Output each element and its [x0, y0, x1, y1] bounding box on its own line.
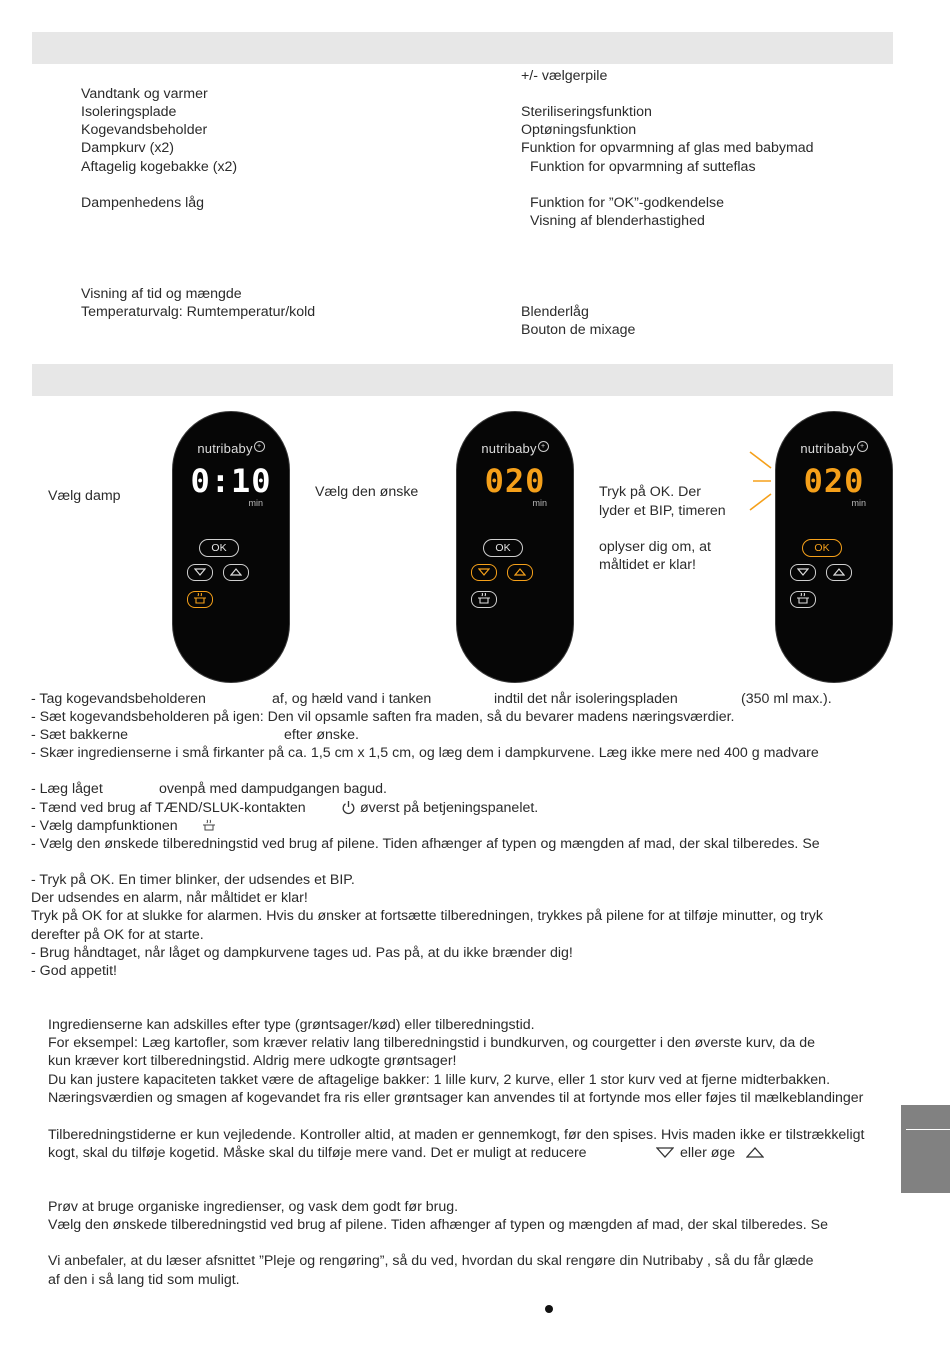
instruction-line: - Tænd ved brug af TÆND/SLUK-kontakten	[31, 800, 306, 816]
part-label: Aftagelig kogebakke (x2)	[81, 159, 238, 175]
brand-logo: nutribaby +	[173, 441, 289, 456]
tip-line: kun kræver kort tilberedningstid. Aldrig mere udkogte grøntsager!	[48, 1053, 457, 1069]
part-label: Dampenhedens låg	[81, 195, 205, 211]
instruction-line: - Sæt bakkerne	[31, 727, 128, 743]
part-label: Steriliseringsfunktion	[521, 104, 652, 120]
down-arrow-icon[interactable]	[790, 564, 816, 581]
part-label: Funktion for opvarmning af glas med babymad	[521, 140, 814, 156]
steam-pot-icon[interactable]	[790, 591, 816, 608]
instruction-line: - Læg låget	[31, 781, 103, 797]
unit-label: min	[532, 498, 547, 508]
unit-label: min	[248, 498, 263, 508]
tip-line: Prøv at bruge organiske ingredienser, og vask dem godt før brug.	[48, 1199, 459, 1215]
instruction-line: - Tag kogevandsbeholderen	[31, 691, 206, 707]
down-arrow-icon[interactable]	[187, 564, 213, 581]
tip-line: kogt, skal du tilføje kogetid. Måske skal du tilføje mere vand. Det er muligt at reducere	[48, 1145, 587, 1161]
instruction-line: Der udsendes en alarm, når måltidet er klar!	[31, 890, 308, 906]
instruction-line: (350 ml max.).	[741, 691, 832, 707]
tip-line: af den i så lang tid som muligt.	[48, 1272, 240, 1288]
part-label: Funktion for ”OK”-godkendelse	[530, 195, 724, 211]
down-arrow-icon	[656, 1147, 674, 1158]
instruction-line: - Vælg den ønskede tilberedningstid ved brug af pilene. Tiden afhænger af typen og mængden af mad, der skal tilberedes. Se	[31, 836, 820, 852]
power-icon	[341, 800, 356, 815]
tip-line: Vi anbefaler, at du læser afsnittet ”Pleje og rengøring”, så du ved, hvordan du skal rengøre din Nutribaby , så du får glæde	[48, 1253, 814, 1269]
section-header-band	[32, 32, 893, 64]
instruction-line: - Skær ingredienserne i små firkanter på ca. 1,5 cm x 1,5 cm, og læg dem i dampkurvene. Læg ikke mere ned 400 g madvare	[31, 745, 819, 761]
part-label: Blenderlåg	[521, 304, 589, 320]
part-label: Visning af tid og mængde	[81, 286, 242, 302]
time-display: 020	[803, 462, 865, 500]
side-tab-divider	[906, 1129, 950, 1130]
section-header-band	[32, 364, 893, 396]
brand-logo: nutribaby +	[776, 441, 892, 456]
tip-line: For eksempel: Læg kartofler, som kræver relativ lang tilberedningstid i bundkurven, og courgetter i den øverste kurv, da de	[48, 1035, 816, 1051]
steam-pot-icon	[201, 819, 217, 832]
up-arrow-icon	[746, 1147, 764, 1158]
control-panel-illustration	[456, 411, 574, 683]
up-arrow-icon[interactable]	[826, 564, 852, 581]
instruction-line: øverst på betjeningspanelet.	[360, 800, 539, 816]
part-label: +/- vælgerpile	[521, 68, 608, 84]
step-caption: måltidet er klar!	[599, 557, 696, 573]
side-tab	[901, 1105, 950, 1193]
part-label: Temperaturvalg: Rumtemperatur/kold	[81, 304, 316, 320]
brand-logo: nutribaby +	[457, 441, 573, 456]
up-arrow-icon[interactable]	[507, 564, 533, 581]
tip-line: Ingredienserne kan adskilles efter type (grøntsager/kød) eller tilberedningstid.	[48, 1017, 535, 1033]
instruction-line: - Tryk på OK. En timer blinker, der udsendes et BIP.	[31, 872, 355, 888]
part-label: Bouton de mixage	[521, 322, 636, 338]
steam-pot-icon[interactable]	[471, 591, 497, 608]
step-caption: oplyser dig om, at	[599, 539, 711, 555]
part-label: Optøningsfunktion	[521, 122, 637, 138]
step-caption: lyder et BIP, timeren	[599, 503, 726, 519]
part-label: Kogevandsbeholder	[81, 122, 208, 138]
tip-line: Tilberedningstiderne er kun vejledende. Kontroller altid, at maden er gennemkogt, før den spises. Hvis maden ikke er tilstrækkeligt	[48, 1127, 865, 1143]
instruction-line: af, og hæld vand i tanken	[272, 691, 432, 707]
part-label: Visning af blenderhastighed	[530, 213, 705, 229]
control-panel-illustration	[172, 411, 290, 683]
tip-line: Du kan justere kapaciteten takket være de aftagelige bakker: 1 lille kurv, 2 kurve, eller 1 stor kurv ved at fjerne midterbakken.	[48, 1072, 831, 1088]
part-label: Isoleringsplade	[81, 104, 177, 120]
instruction-line: ovenpå med dampudgangen bagud.	[159, 781, 387, 797]
instruction-line: - Vælg dampfunktionen	[31, 818, 178, 834]
instruction-line: - Sæt kogevandsbeholderen på igen: Den vil opsamle saften fra maden, så du bevarer madens næringsværdier.	[31, 709, 735, 725]
part-label: Vandtank og varmer	[81, 86, 208, 102]
ok-button[interactable]: OK	[802, 539, 842, 557]
step-caption: Tryk på OK. Der	[599, 484, 701, 500]
time-display: 0:10	[190, 462, 272, 500]
ok-button[interactable]: OK	[199, 539, 239, 557]
instruction-line: Tryk på OK for at slukke for alarmen. Hvis du ønsker at fortsætte tilberedningen, trykkes på pilene for at tilføje minutter, og tryk	[31, 908, 823, 924]
unit-label: min	[851, 498, 866, 508]
instruction-line: efter ønske.	[284, 727, 359, 743]
instruction-line: derefter på OK for at starte.	[31, 927, 204, 943]
ok-button[interactable]: OK	[483, 539, 523, 557]
step-caption: Vælg den ønske	[315, 484, 419, 500]
tip-line: eller øge	[680, 1145, 736, 1161]
instruction-line: indtil det når isoleringspladen	[494, 691, 678, 707]
steam-pot-icon[interactable]	[187, 591, 213, 608]
step-caption: Vælg damp	[48, 488, 121, 504]
instruction-line: - Brug håndtaget, når låget og dampkurvene tages ud. Pas på, at du ikke brænder dig!	[31, 945, 573, 961]
up-arrow-icon[interactable]	[223, 564, 249, 581]
time-display: 020	[484, 462, 546, 500]
tip-line: Næringsværdien og smagen af kogevandet fra ris eller grøntsager kan anvendes til at fortynde mos eller føjes til mælkeblandinger	[48, 1090, 864, 1106]
tip-line: Vælg den ønskede tilberedningstid ved brug af pilene. Tiden afhænger af typen og mængden af mad, der skal tilberedes. Se	[48, 1217, 829, 1233]
instruction-line: - God appetit!	[31, 963, 117, 979]
part-label: Dampkurv (x2)	[81, 140, 175, 156]
down-arrow-icon[interactable]	[471, 564, 497, 581]
page-bullet	[545, 1305, 553, 1313]
control-panel-illustration	[775, 411, 893, 683]
part-label: Funktion for opvarmning af sutteflas	[530, 159, 756, 175]
